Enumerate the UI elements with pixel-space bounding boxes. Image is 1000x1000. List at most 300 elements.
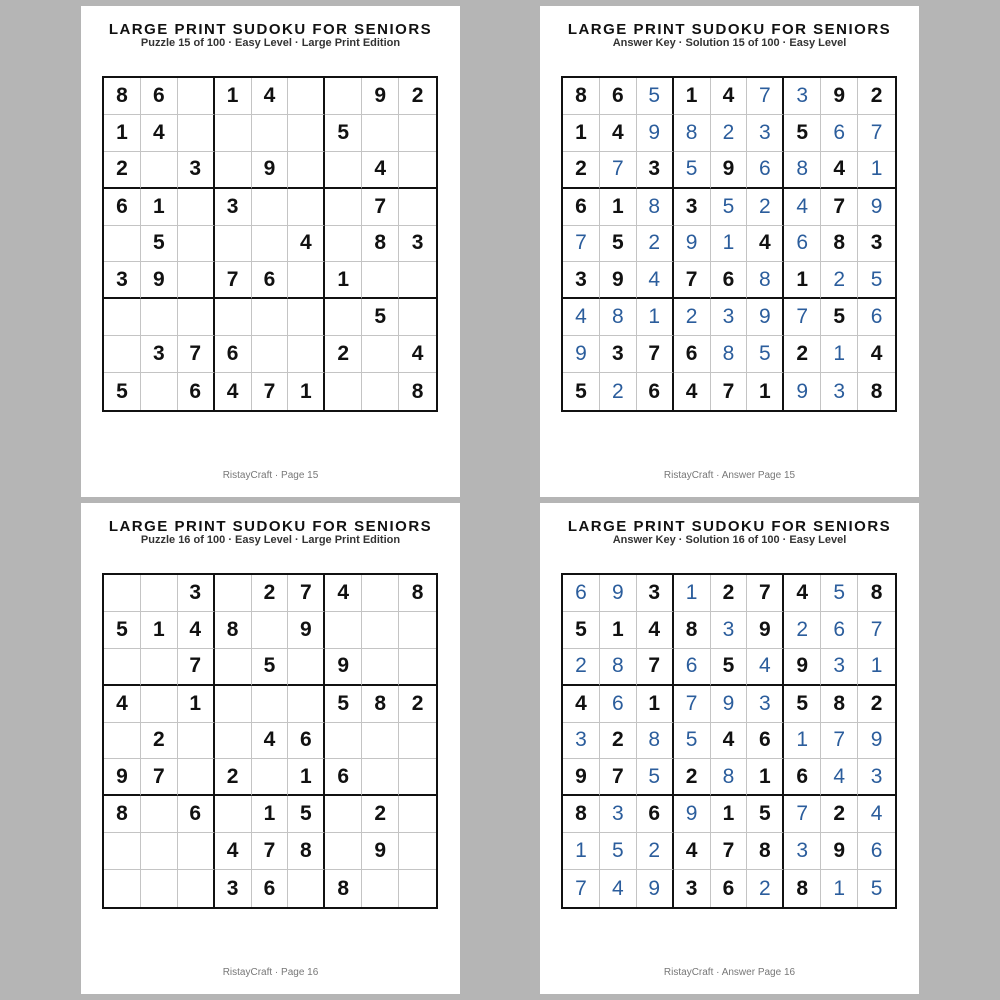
sudoku-cell: 3 bbox=[821, 373, 858, 410]
sudoku-cell: 5 bbox=[600, 833, 637, 870]
sudoku-cell: 5 bbox=[325, 115, 362, 152]
sudoku-cell: 8 bbox=[104, 796, 141, 833]
sudoku-cell: 8 bbox=[784, 870, 821, 907]
sudoku-cell bbox=[141, 373, 178, 410]
sudoku-cell: 7 bbox=[784, 796, 821, 833]
sudoku-cell: 2 bbox=[637, 226, 674, 263]
sudoku-cell bbox=[362, 759, 399, 796]
sudoku-cell: 9 bbox=[711, 152, 748, 189]
sudoku-cell: 3 bbox=[747, 115, 784, 152]
sudoku-cell: 7 bbox=[252, 833, 289, 870]
sudoku-cell: 1 bbox=[637, 299, 674, 336]
sudoku-cell: 5 bbox=[362, 299, 399, 336]
sudoku-cell: 2 bbox=[784, 336, 821, 373]
sudoku-cell: 9 bbox=[637, 115, 674, 152]
sudoku-cell: 7 bbox=[821, 723, 858, 760]
sudoku-cell bbox=[288, 870, 325, 907]
sudoku-cell bbox=[399, 759, 436, 796]
sudoku-cell: 1 bbox=[178, 686, 215, 723]
sudoku-cell bbox=[178, 78, 215, 115]
sudoku-cell bbox=[288, 189, 325, 226]
sudoku-cell: 5 bbox=[747, 336, 784, 373]
sudoku-cell: 4 bbox=[215, 373, 252, 410]
sudoku-cell bbox=[362, 723, 399, 760]
sudoku-cell: 6 bbox=[784, 226, 821, 263]
sudoku-cell bbox=[362, 612, 399, 649]
sudoku-cell: 8 bbox=[399, 575, 436, 612]
sudoku-cell: 6 bbox=[563, 575, 600, 612]
sudoku-cell bbox=[178, 870, 215, 907]
sudoku-cell: 2 bbox=[399, 686, 436, 723]
sudoku-cell: 4 bbox=[674, 373, 711, 410]
sudoku-cell: 4 bbox=[252, 723, 289, 760]
sudoku-cell: 2 bbox=[821, 796, 858, 833]
sudoku-cell: 9 bbox=[711, 686, 748, 723]
sudoku-cell bbox=[141, 575, 178, 612]
sudoku-cell bbox=[215, 686, 252, 723]
sudoku-cell: 3 bbox=[215, 189, 252, 226]
sudoku-cell: 8 bbox=[325, 870, 362, 907]
sudoku-cell: 8 bbox=[637, 189, 674, 226]
sudoku-cell: 1 bbox=[711, 796, 748, 833]
page-subtitle: Answer Key · Solution 15 of 100 · Easy Level bbox=[612, 37, 847, 49]
sudoku-cell: 3 bbox=[104, 262, 141, 299]
sudoku-cell bbox=[178, 723, 215, 760]
sudoku-cell: 9 bbox=[674, 796, 711, 833]
sudoku-cell: 8 bbox=[821, 686, 858, 723]
sudoku-cell: 7 bbox=[711, 373, 748, 410]
sudoku-cell: 4 bbox=[288, 226, 325, 263]
sudoku-cell: 1 bbox=[821, 870, 858, 907]
sudoku-cell: 8 bbox=[711, 336, 748, 373]
sudoku-cell: 4 bbox=[141, 115, 178, 152]
sudoku-cell bbox=[252, 759, 289, 796]
sudoku-cell: 4 bbox=[747, 649, 784, 686]
sudoku-cell bbox=[288, 686, 325, 723]
sudoku-cell: 7 bbox=[288, 575, 325, 612]
sudoku-cell: 5 bbox=[104, 612, 141, 649]
sudoku-cell: 2 bbox=[362, 796, 399, 833]
sudoku-cell: 6 bbox=[711, 870, 748, 907]
page-title: LARGE PRINT SUDOKU FOR SENIORS bbox=[567, 21, 892, 38]
page-footer: RistayCraft · Page 16 bbox=[222, 967, 319, 978]
page-footer: RistayCraft · Page 15 bbox=[222, 470, 319, 481]
sudoku-cell: 9 bbox=[252, 152, 289, 189]
sudoku-cell: 8 bbox=[362, 226, 399, 263]
sudoku-cell: 4 bbox=[325, 575, 362, 612]
sudoku-cell: 1 bbox=[288, 759, 325, 796]
sudoku-cell bbox=[288, 336, 325, 373]
sudoku-cell: 4 bbox=[637, 612, 674, 649]
sudoku-cell: 2 bbox=[747, 189, 784, 226]
sudoku-cell: 2 bbox=[104, 152, 141, 189]
sudoku-cell: 6 bbox=[747, 152, 784, 189]
sudoku-cell: 1 bbox=[563, 115, 600, 152]
sudoku-cell: 5 bbox=[784, 115, 821, 152]
sudoku-cell: 1 bbox=[674, 575, 711, 612]
page-footer: RistayCraft · Answer Page 16 bbox=[663, 967, 796, 978]
sudoku-cell: 8 bbox=[870, 379, 883, 403]
sudoku-cell bbox=[288, 115, 325, 152]
sudoku-cell: 8 bbox=[821, 226, 858, 263]
sudoku-cell bbox=[252, 189, 289, 226]
sudoku-cell bbox=[399, 262, 436, 299]
sudoku-cell bbox=[399, 299, 436, 336]
sudoku-cell: 4 bbox=[399, 336, 436, 373]
sudoku-cell: 3 bbox=[784, 833, 821, 870]
sudoku-cell bbox=[362, 649, 399, 686]
sudoku-cell: 6 bbox=[178, 796, 215, 833]
sudoku-cell: 4 bbox=[711, 723, 748, 760]
sudoku-cell: 7 bbox=[711, 833, 748, 870]
sudoku-cell bbox=[252, 612, 289, 649]
sudoku-cell: 5 bbox=[711, 189, 748, 226]
sudoku-cell: 8 bbox=[563, 796, 600, 833]
sudoku-cell bbox=[178, 226, 215, 263]
sudoku-cell: 5 bbox=[104, 373, 141, 410]
sudoku-cell: 6 bbox=[637, 796, 674, 833]
sudoku-cell bbox=[252, 115, 289, 152]
sudoku-cell bbox=[288, 152, 325, 189]
sudoku-cell bbox=[325, 78, 362, 115]
sudoku-cell bbox=[141, 299, 178, 336]
sudoku-cell bbox=[325, 152, 362, 189]
sudoku-cell: 2 bbox=[252, 575, 289, 612]
page-subtitle: Puzzle 16 of 100 · Easy Level · Large Print Edition bbox=[140, 534, 401, 546]
sudoku-cell: 9 bbox=[362, 833, 399, 870]
sudoku-cell: 1 bbox=[141, 612, 178, 649]
sudoku-cell: 2 bbox=[858, 686, 895, 723]
sudoku-cell: 2 bbox=[600, 373, 637, 410]
sudoku-cell: 8 bbox=[637, 723, 674, 760]
sudoku-cell: 9 bbox=[600, 262, 637, 299]
sudoku-cell: 3 bbox=[821, 649, 858, 686]
sudoku-cell bbox=[178, 262, 215, 299]
sudoku-cell: 3 bbox=[637, 575, 674, 612]
sudoku-cell: 5 bbox=[325, 686, 362, 723]
sudoku-cell bbox=[325, 373, 362, 410]
sudoku-cell: 5 bbox=[141, 226, 178, 263]
sudoku-cell bbox=[288, 262, 325, 299]
sudoku-cell: 3 bbox=[858, 759, 895, 796]
sudoku-cell: 3 bbox=[215, 870, 252, 907]
sudoku-cell: 5 bbox=[637, 759, 674, 796]
sudoku-cell bbox=[325, 299, 362, 336]
sudoku-cell: 8 bbox=[674, 115, 711, 152]
sudoku-cell: 7 bbox=[600, 152, 637, 189]
sudoku-cell bbox=[399, 115, 436, 152]
sudoku-cell: 2 bbox=[141, 723, 178, 760]
sudoku-cell: 2 bbox=[215, 759, 252, 796]
sudoku-cell: 7 bbox=[637, 336, 674, 373]
sudoku-cell bbox=[288, 299, 325, 336]
answer-page-15 bbox=[540, 6, 919, 497]
sudoku-cell: 2 bbox=[821, 262, 858, 299]
sudoku-cell bbox=[215, 152, 252, 189]
page-footer: RistayCraft · Answer Page 15 bbox=[663, 470, 796, 481]
sudoku-cell: 4 bbox=[674, 833, 711, 870]
sudoku-cell bbox=[141, 870, 178, 907]
sudoku-cell: 4 bbox=[858, 336, 895, 373]
sudoku-cell: 7 bbox=[141, 759, 178, 796]
sudoku-cell bbox=[325, 189, 362, 226]
sudoku-cell: 7 bbox=[637, 649, 674, 686]
sudoku-cell bbox=[252, 336, 289, 373]
sudoku-cell: 3 bbox=[858, 226, 895, 263]
sudoku-cell: 6 bbox=[288, 723, 325, 760]
sudoku-cell: 8 bbox=[747, 262, 784, 299]
sudoku-cell: 5 bbox=[563, 612, 600, 649]
sudoku-cell bbox=[362, 373, 399, 410]
sudoku-cell bbox=[252, 299, 289, 336]
sudoku-cell bbox=[325, 723, 362, 760]
page-title: LARGE PRINT SUDOKU FOR SENIORS bbox=[567, 518, 892, 535]
sudoku-cell: 9 bbox=[747, 299, 784, 336]
sudoku-cell: 5 bbox=[821, 299, 858, 336]
sudoku-cell bbox=[399, 723, 436, 760]
sudoku-cell: 9 bbox=[141, 262, 178, 299]
sudoku-cell: 5 bbox=[674, 152, 711, 189]
sudoku-cell bbox=[288, 649, 325, 686]
sudoku-cell: 3 bbox=[637, 152, 674, 189]
sudoku-cell: 1 bbox=[215, 78, 252, 115]
sudoku-cell: 8 bbox=[411, 379, 424, 403]
sudoku-cell: 3 bbox=[711, 299, 748, 336]
sudoku-cell bbox=[178, 833, 215, 870]
sudoku-cell: 3 bbox=[600, 796, 637, 833]
sudoku-cell bbox=[399, 152, 436, 189]
sudoku-cell: 9 bbox=[288, 612, 325, 649]
page-subtitle: Puzzle 15 of 100 · Easy Level · Large Print Edition bbox=[140, 37, 401, 49]
sudoku-cell: 4 bbox=[858, 796, 895, 833]
sudoku-cell: 9 bbox=[784, 373, 821, 410]
sudoku-cell: 2 bbox=[674, 299, 711, 336]
sudoku-cell bbox=[215, 649, 252, 686]
sudoku-cell: 2 bbox=[858, 78, 895, 115]
sudoku-cell bbox=[141, 833, 178, 870]
sudoku-cell: 1 bbox=[141, 189, 178, 226]
sudoku-cell: 2 bbox=[563, 649, 600, 686]
sudoku-cell: 1 bbox=[104, 115, 141, 152]
sudoku-cell: 7 bbox=[747, 78, 784, 115]
sudoku-cell: 9 bbox=[325, 649, 362, 686]
sudoku-cell: 9 bbox=[821, 78, 858, 115]
sudoku-grid bbox=[102, 76, 438, 412]
sudoku-cell: 3 bbox=[674, 189, 711, 226]
sudoku-cell: 7 bbox=[858, 612, 895, 649]
sudoku-cell: 2 bbox=[325, 336, 362, 373]
sudoku-cell: 6 bbox=[252, 262, 289, 299]
sudoku-cell: 1 bbox=[784, 723, 821, 760]
sudoku-cell: 3 bbox=[563, 262, 600, 299]
sudoku-cell: 7 bbox=[674, 686, 711, 723]
sudoku-cell bbox=[399, 649, 436, 686]
sudoku-cell: 3 bbox=[747, 686, 784, 723]
puzzle-page-16 bbox=[81, 503, 460, 994]
sudoku-cell: 8 bbox=[711, 759, 748, 796]
sudoku-cell bbox=[141, 796, 178, 833]
sudoku-cell: 2 bbox=[711, 575, 748, 612]
sudoku-cell: 7 bbox=[674, 262, 711, 299]
sudoku-cell: 4 bbox=[600, 870, 637, 907]
sudoku-cell: 1 bbox=[747, 759, 784, 796]
sudoku-cell: 7 bbox=[858, 115, 895, 152]
sudoku-cell: 5 bbox=[288, 796, 325, 833]
sudoku-cell: 9 bbox=[600, 575, 637, 612]
sudoku-cell: 4 bbox=[711, 78, 748, 115]
sudoku-cell bbox=[104, 833, 141, 870]
sudoku-cell: 6 bbox=[674, 336, 711, 373]
sudoku-cell bbox=[399, 796, 436, 833]
sudoku-cell: 2 bbox=[674, 759, 711, 796]
sudoku-cell: 4 bbox=[784, 189, 821, 226]
sudoku-cell: 3 bbox=[600, 336, 637, 373]
sudoku-cell bbox=[141, 152, 178, 189]
sudoku-cell: 6 bbox=[858, 299, 895, 336]
sudoku-cell: 5 bbox=[821, 575, 858, 612]
sudoku-cell: 8 bbox=[784, 152, 821, 189]
sudoku-cell: 3 bbox=[563, 723, 600, 760]
sudoku-cell: 4 bbox=[215, 833, 252, 870]
sudoku-cell: 5 bbox=[858, 262, 895, 299]
sudoku-cell: 3 bbox=[141, 336, 178, 373]
sudoku-cell bbox=[215, 226, 252, 263]
page-title: LARGE PRINT SUDOKU FOR SENIORS bbox=[108, 518, 433, 535]
sudoku-cell: 1 bbox=[637, 686, 674, 723]
sudoku-cell bbox=[362, 262, 399, 299]
sudoku-cell: 6 bbox=[637, 373, 674, 410]
sudoku-grid bbox=[102, 573, 438, 909]
sudoku-cell: 7 bbox=[821, 189, 858, 226]
sudoku-cell: 5 bbox=[674, 723, 711, 760]
sudoku-cell: 7 bbox=[178, 336, 215, 373]
sudoku-cell: 2 bbox=[784, 612, 821, 649]
sudoku-cell bbox=[178, 759, 215, 796]
sudoku-cell: 6 bbox=[563, 189, 600, 226]
sudoku-cell: 3 bbox=[399, 226, 436, 263]
sudoku-cell bbox=[104, 299, 141, 336]
answer-page-16 bbox=[540, 503, 919, 994]
sudoku-cell: 2 bbox=[563, 152, 600, 189]
sudoku-cell: 2 bbox=[399, 78, 436, 115]
sudoku-cell: 4 bbox=[104, 686, 141, 723]
sudoku-cell bbox=[215, 575, 252, 612]
sudoku-cell: 5 bbox=[563, 373, 600, 410]
sudoku-cell: 6 bbox=[178, 373, 215, 410]
sudoku-cell bbox=[215, 796, 252, 833]
sudoku-cell bbox=[252, 686, 289, 723]
sudoku-cell bbox=[288, 78, 325, 115]
sudoku-cell: 6 bbox=[821, 612, 858, 649]
sudoku-cell: 6 bbox=[215, 336, 252, 373]
sudoku-cell: 9 bbox=[362, 78, 399, 115]
sudoku-cell: 4 bbox=[252, 78, 289, 115]
sudoku-cell: 4 bbox=[784, 575, 821, 612]
sudoku-cell: 4 bbox=[821, 152, 858, 189]
sudoku-cell: 7 bbox=[600, 759, 637, 796]
sudoku-cell: 9 bbox=[821, 833, 858, 870]
sudoku-cell bbox=[325, 612, 362, 649]
sudoku-cell: 1 bbox=[747, 373, 784, 410]
sudoku-cell: 6 bbox=[104, 189, 141, 226]
sudoku-cell bbox=[399, 870, 436, 907]
sudoku-cell: 5 bbox=[600, 226, 637, 263]
sudoku-cell bbox=[362, 870, 399, 907]
sudoku-cell: 9 bbox=[637, 870, 674, 907]
sudoku-cell: 4 bbox=[563, 299, 600, 336]
sudoku-cell: 4 bbox=[821, 759, 858, 796]
sudoku-cell: 1 bbox=[252, 796, 289, 833]
sudoku-cell: 4 bbox=[178, 612, 215, 649]
sudoku-cell bbox=[104, 870, 141, 907]
sudoku-cell: 8 bbox=[858, 575, 895, 612]
sudoku-cell: 7 bbox=[747, 575, 784, 612]
sudoku-cell bbox=[141, 649, 178, 686]
sudoku-cell: 9 bbox=[784, 649, 821, 686]
sudoku-cell: 8 bbox=[288, 833, 325, 870]
sudoku-cell: 5 bbox=[711, 649, 748, 686]
sudoku-cell: 1 bbox=[821, 336, 858, 373]
sudoku-cell bbox=[325, 226, 362, 263]
sudoku-cell: 1 bbox=[325, 262, 362, 299]
sudoku-cell: 7 bbox=[784, 299, 821, 336]
sudoku-cell bbox=[104, 649, 141, 686]
sudoku-cell: 8 bbox=[747, 833, 784, 870]
sudoku-cell bbox=[362, 115, 399, 152]
sudoku-cell bbox=[141, 686, 178, 723]
sudoku-cell: 4 bbox=[362, 152, 399, 189]
sudoku-cell: 1 bbox=[288, 373, 325, 410]
sudoku-cell: 2 bbox=[600, 723, 637, 760]
sudoku-cell: 7 bbox=[252, 373, 289, 410]
sudoku-cell bbox=[362, 336, 399, 373]
sudoku-cell: 9 bbox=[674, 226, 711, 263]
sudoku-cell bbox=[252, 226, 289, 263]
sudoku-cell: 8 bbox=[215, 612, 252, 649]
sudoku-cell: 6 bbox=[600, 78, 637, 115]
sudoku-cell: 5 bbox=[252, 649, 289, 686]
sudoku-cell bbox=[178, 189, 215, 226]
sudoku-answer-grid bbox=[561, 76, 897, 412]
sudoku-cell: 6 bbox=[325, 759, 362, 796]
sudoku-cell: 6 bbox=[711, 262, 748, 299]
sudoku-cell: 7 bbox=[215, 262, 252, 299]
sudoku-cell: 1 bbox=[600, 612, 637, 649]
sudoku-cell bbox=[215, 115, 252, 152]
sudoku-cell: 3 bbox=[674, 870, 711, 907]
sudoku-cell: 7 bbox=[563, 226, 600, 263]
sudoku-cell bbox=[399, 612, 436, 649]
sudoku-cell: 8 bbox=[362, 686, 399, 723]
puzzle-page-15 bbox=[81, 6, 460, 497]
sudoku-cell: 2 bbox=[711, 115, 748, 152]
sudoku-cell: 6 bbox=[141, 78, 178, 115]
sudoku-cell: 8 bbox=[104, 78, 141, 115]
sudoku-cell: 9 bbox=[104, 759, 141, 796]
sudoku-cell: 5 bbox=[747, 796, 784, 833]
sudoku-cell: 8 bbox=[600, 299, 637, 336]
page-subtitle: Answer Key · Solution 16 of 100 · Easy Level bbox=[612, 534, 847, 546]
sudoku-cell: 4 bbox=[563, 686, 600, 723]
sudoku-cell bbox=[178, 299, 215, 336]
sudoku-answer-grid bbox=[561, 573, 897, 909]
sudoku-cell: 1 bbox=[674, 78, 711, 115]
sudoku-cell: 8 bbox=[563, 78, 600, 115]
sudoku-cell: 9 bbox=[747, 612, 784, 649]
sudoku-cell: 6 bbox=[821, 115, 858, 152]
sudoku-cell: 9 bbox=[858, 723, 895, 760]
sudoku-cell: 4 bbox=[637, 262, 674, 299]
